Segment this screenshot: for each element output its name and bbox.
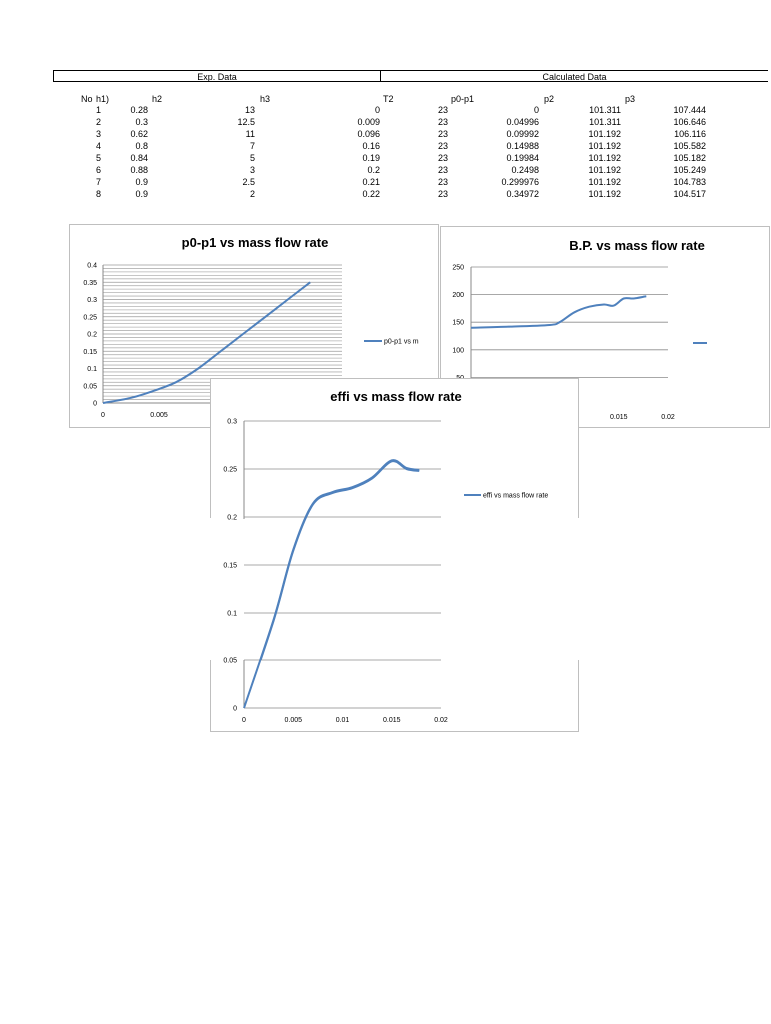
column-header: T2: [383, 94, 394, 104]
legend-label: p0-p1 vs m: [384, 338, 419, 346]
table-cell: 1: [95, 105, 101, 115]
x-tick-label: 0.005: [150, 412, 168, 419]
y-tick-label: 0.4: [87, 262, 97, 270]
y-tick-label: 0.05: [223, 657, 237, 665]
x-tick-label: 0.015: [609, 414, 628, 421]
table-cell: 0.19: [362, 153, 380, 163]
chart-effi-upper-svg: [211, 379, 580, 618]
column-header: h3: [260, 94, 271, 104]
y-tick-label: 0.15: [83, 348, 97, 356]
y-tick-label: 0.15: [223, 562, 237, 570]
table-cell: 3: [95, 129, 101, 139]
y-tick-label: 0.1: [227, 610, 237, 618]
table-cell: 0.2498: [511, 165, 539, 175]
y-tick-label: 0.35: [83, 279, 97, 287]
table-cell: 104.517: [673, 189, 706, 199]
table-cell: 13: [244, 105, 255, 115]
table-cell: 101.311: [589, 117, 621, 127]
table-cell: 0.62: [130, 129, 148, 139]
y-tick-label: 0.3: [87, 297, 97, 304]
table-cell: 101.192: [588, 141, 621, 151]
table-cell: 106.646: [673, 117, 706, 127]
chart-title: B.P. vs mass flow rate: [569, 238, 705, 253]
table-cell: 101.192: [588, 129, 621, 139]
table-cell: 0: [374, 105, 380, 115]
table-cell: 5: [249, 153, 255, 163]
table-cell: 2.5: [242, 177, 255, 187]
table-cell: 0.9: [135, 177, 148, 187]
group-header-calc: Calculated Data: [380, 70, 768, 82]
chart-title: effi vs mass flow rate: [330, 389, 462, 404]
table-cell: 107.444: [673, 105, 706, 115]
table-cell: 23: [437, 177, 448, 187]
chart-effi-lower: [210, 657, 579, 732]
column-header: No: [81, 94, 93, 104]
table-cell: 106.116: [674, 129, 706, 139]
table-cell: 23: [437, 165, 448, 175]
column-header: p2: [544, 94, 555, 104]
table-cell: 0.21: [362, 177, 380, 187]
table-cell: 104.783: [673, 177, 706, 187]
table-cell: 0.009: [357, 117, 380, 127]
y-tick-label: 0.2: [87, 331, 97, 339]
table-cell: 0.9: [135, 189, 148, 199]
table-cell: 11: [245, 129, 255, 139]
table-cell: 7: [249, 141, 255, 151]
x-tick-label: 0: [101, 412, 105, 419]
chart-effi-lower-svg: [211, 657, 580, 732]
table-cell: 0.2: [367, 165, 380, 175]
x-tick-label: 0.005: [284, 717, 303, 724]
column-header: p0-p1: [451, 94, 475, 104]
table-cell: 0.299976: [501, 177, 539, 187]
table-cell: 5: [95, 153, 101, 163]
y-tick-label: 0.05: [83, 383, 97, 391]
table-cell: 2: [249, 189, 255, 199]
column-header: h2: [152, 94, 163, 104]
column-header: p3: [625, 94, 636, 104]
y-tick-label: 0.25: [83, 314, 97, 322]
series-line: [471, 296, 646, 327]
table-cell: 101.311: [589, 105, 621, 115]
table-cell: 0.8: [135, 141, 148, 151]
table-cell: 0.22: [362, 189, 380, 199]
table-cell: 101.192: [588, 165, 621, 175]
y-tick-label: 0.3: [227, 418, 237, 426]
table-cell: 4: [95, 141, 101, 151]
table-cell: 3: [249, 165, 255, 175]
x-tick-label: 0.015: [382, 717, 401, 724]
table-cell: 0.3: [135, 117, 148, 127]
y-tick-label: 0.25: [223, 466, 237, 474]
table-cell: 105.582: [673, 141, 706, 151]
table-cell: 8: [95, 189, 101, 199]
table-cell: 105.249: [673, 165, 706, 175]
table-cell: 0.34972: [506, 189, 539, 199]
table-cell: 23: [437, 105, 448, 115]
legend-label: effi vs mass flow rate: [483, 492, 549, 500]
table-cell: 0.19984: [506, 153, 539, 163]
table-cell: 0.88: [130, 165, 148, 175]
x-tick-label: 0: [242, 717, 246, 724]
table-cell: 23: [437, 189, 448, 199]
y-tick-label: 0: [233, 705, 237, 713]
table-cell: 0.84: [130, 153, 148, 163]
table-cell: 2: [95, 117, 101, 127]
table-cell: 101.192: [588, 189, 621, 199]
x-tick-label: 0.02: [661, 414, 675, 421]
y-tick-label: 0.2: [227, 514, 237, 522]
table-cell: 0.04996: [506, 117, 539, 127]
table-cell: 7: [95, 177, 101, 187]
group-header-exp: Exp. Data: [53, 70, 381, 82]
data-table: [0, 0, 768, 210]
y-tick-label: 250: [452, 264, 464, 272]
table-cell: 0.09992: [506, 129, 539, 139]
table-cell: 12.5: [237, 117, 255, 127]
y-tick-label: 200: [452, 292, 464, 300]
table-cell: 105.182: [673, 153, 706, 163]
x-tick-label: 0.02: [434, 717, 448, 724]
table-cell: 0.096: [357, 129, 380, 139]
chart-title: p0-p1 vs mass flow rate: [181, 235, 329, 250]
y-tick-label: 150: [452, 319, 464, 327]
table-cell: 0: [533, 105, 539, 115]
table-cell: 23: [437, 129, 448, 139]
y-tick-label: 0.1: [87, 366, 97, 373]
table-cell: 0.28: [130, 105, 148, 115]
table-cell: 0.16: [362, 141, 380, 151]
table-cell: 6: [95, 165, 101, 175]
x-tick-label: 0.01: [335, 717, 350, 724]
table-cell: 0.14988: [506, 141, 539, 151]
table-cell: 23: [437, 117, 448, 127]
table-cell: 23: [437, 141, 448, 151]
column-header: h1): [96, 94, 110, 104]
y-tick-label: 0: [93, 400, 97, 408]
y-tick-label: 100: [452, 347, 464, 355]
table-cell: 101.192: [588, 177, 621, 187]
table-cell: 101.192: [588, 153, 621, 163]
chart-effi-upper: [210, 378, 579, 618]
table-cell: 23: [437, 153, 448, 163]
